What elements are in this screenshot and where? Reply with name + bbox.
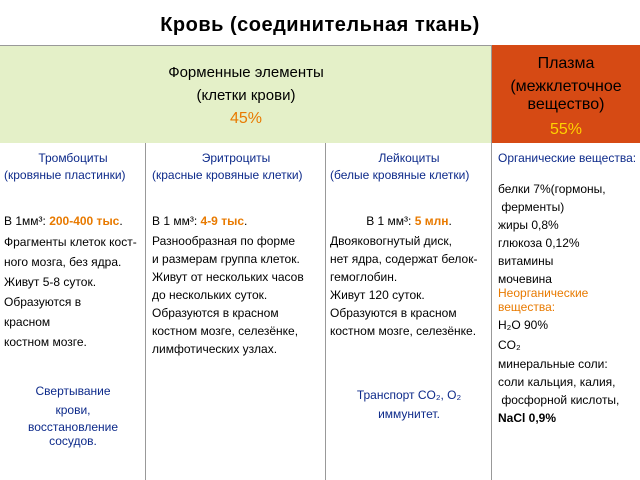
inorganic-item: фосфорной кислоты, bbox=[498, 393, 620, 407]
leukocytes-column bbox=[326, 143, 492, 480]
inorganic-item: CO₂ bbox=[498, 338, 521, 352]
leukocytes-sub: (белые кровяные клетки) bbox=[330, 168, 470, 182]
organic-item: мочевина bbox=[498, 272, 552, 286]
leukocytes-count-value: 5 млн bbox=[414, 214, 449, 228]
organic-item: ферменты) bbox=[498, 200, 565, 214]
leukocytes-function: иммунитет. bbox=[378, 407, 440, 421]
leukocytes-count-prefix: В 1 мм³: bbox=[366, 214, 415, 228]
plasma-header bbox=[492, 45, 640, 143]
inorganic-header: Неорганические вещества: bbox=[498, 286, 589, 314]
leukocytes-count bbox=[326, 213, 492, 230]
thrombocytes-line: ного мозга, без ядра. bbox=[4, 255, 122, 269]
leukocytes-count-suffix: . bbox=[448, 214, 452, 228]
inorganic-item: H₂O 90% bbox=[498, 318, 549, 332]
leukocytes-name: Лейкоциты bbox=[378, 151, 440, 165]
thrombocytes-count-suffix: . bbox=[119, 214, 123, 228]
leukocytes-line: Двояковогнутый диск, bbox=[330, 234, 452, 248]
organic-item: глюкоза 0,12% bbox=[498, 236, 580, 250]
thrombocytes-line: костном мозге. bbox=[4, 335, 87, 349]
erythrocytes-line: до нескольких суток. bbox=[152, 288, 268, 302]
formed-elements-header bbox=[0, 45, 492, 143]
erythrocytes-column bbox=[146, 143, 326, 480]
erythrocytes-count-suffix: . bbox=[244, 214, 248, 228]
plasma-subtitle: (межклеточное вещество) bbox=[510, 78, 622, 113]
organic-item: жиры 0,8% bbox=[498, 218, 559, 232]
leukocytes-line: Образуются в красном bbox=[330, 306, 457, 320]
thrombocytes-count-value: 200-400 тыс bbox=[49, 214, 120, 228]
organic-item: белки 7%(гормоны, bbox=[498, 182, 606, 196]
nacl-item: NaCl 0,9% bbox=[498, 411, 557, 425]
thrombocytes-line: красном bbox=[4, 315, 51, 329]
leukocytes-line: гемоглобин. bbox=[330, 270, 398, 284]
formed-elements-subtitle: (клетки крови) bbox=[196, 87, 296, 104]
erythrocytes-count-prefix: В 1 мм³: bbox=[152, 214, 201, 228]
thrombocytes-line: Образуются в bbox=[4, 295, 82, 309]
thrombocytes-function: восстановление bbox=[27, 420, 119, 434]
inorganic-item: соли кальция, калия, bbox=[498, 375, 616, 389]
thrombocytes-line: Живут 5-8 суток. bbox=[4, 275, 97, 289]
plasma-percent: 55% bbox=[549, 121, 583, 138]
plasma-title: Плазма bbox=[537, 55, 595, 72]
thrombocytes-count-prefix: В 1мм³: bbox=[4, 214, 50, 228]
erythrocytes-count-value: 4-9 тыс bbox=[200, 214, 244, 228]
leukocytes-line: Живут 120 суток. bbox=[330, 288, 425, 302]
organic-header: Органические вещества: bbox=[498, 151, 637, 165]
thrombocytes-function: Свертывание bbox=[35, 384, 111, 398]
erythrocytes-count bbox=[152, 213, 247, 230]
erythrocytes-sub: (красные кровяные клетки) bbox=[152, 168, 303, 182]
thrombocytes-line: Фрагменты клеток кост- bbox=[4, 235, 137, 249]
page-title: Кровь (соединительная ткань) bbox=[160, 14, 480, 36]
erythrocytes-line: Образуются в красном bbox=[152, 306, 279, 320]
thrombocytes-sub: (кровяные пластинки) bbox=[4, 168, 126, 182]
formed-elements-percent: 45% bbox=[229, 110, 263, 127]
plasma-column bbox=[492, 143, 640, 480]
thrombocytes-function: сосудов. bbox=[49, 434, 97, 448]
formed-elements-title: Форменные элементы bbox=[168, 64, 324, 81]
thrombocytes-column bbox=[0, 143, 146, 480]
thrombocytes-count bbox=[4, 213, 123, 230]
erythrocytes-line: Живут от нескольких часов bbox=[152, 270, 304, 284]
thrombocytes-name: Тромбоциты bbox=[38, 151, 108, 165]
leukocytes-line: нет ядра, содержат белок- bbox=[330, 252, 478, 266]
organic-item: витамины bbox=[498, 254, 554, 268]
thrombocytes-function: крови, bbox=[55, 403, 91, 417]
erythrocytes-line: и размерам группа клеток. bbox=[152, 252, 300, 266]
erythrocytes-line: костном мозге, селезёнке, bbox=[152, 324, 299, 338]
erythrocytes-name: Эритроциты bbox=[201, 151, 271, 165]
erythrocytes-line: Разнообразная по форме bbox=[152, 234, 295, 248]
leukocytes-function: Транспорт CO₂, O₂ bbox=[356, 388, 462, 402]
erythrocytes-line: лимфотических узлах. bbox=[152, 342, 278, 356]
inorganic-item: минеральные соли: bbox=[498, 357, 608, 371]
leukocytes-line: костном мозге, селезёнке. bbox=[330, 324, 477, 338]
